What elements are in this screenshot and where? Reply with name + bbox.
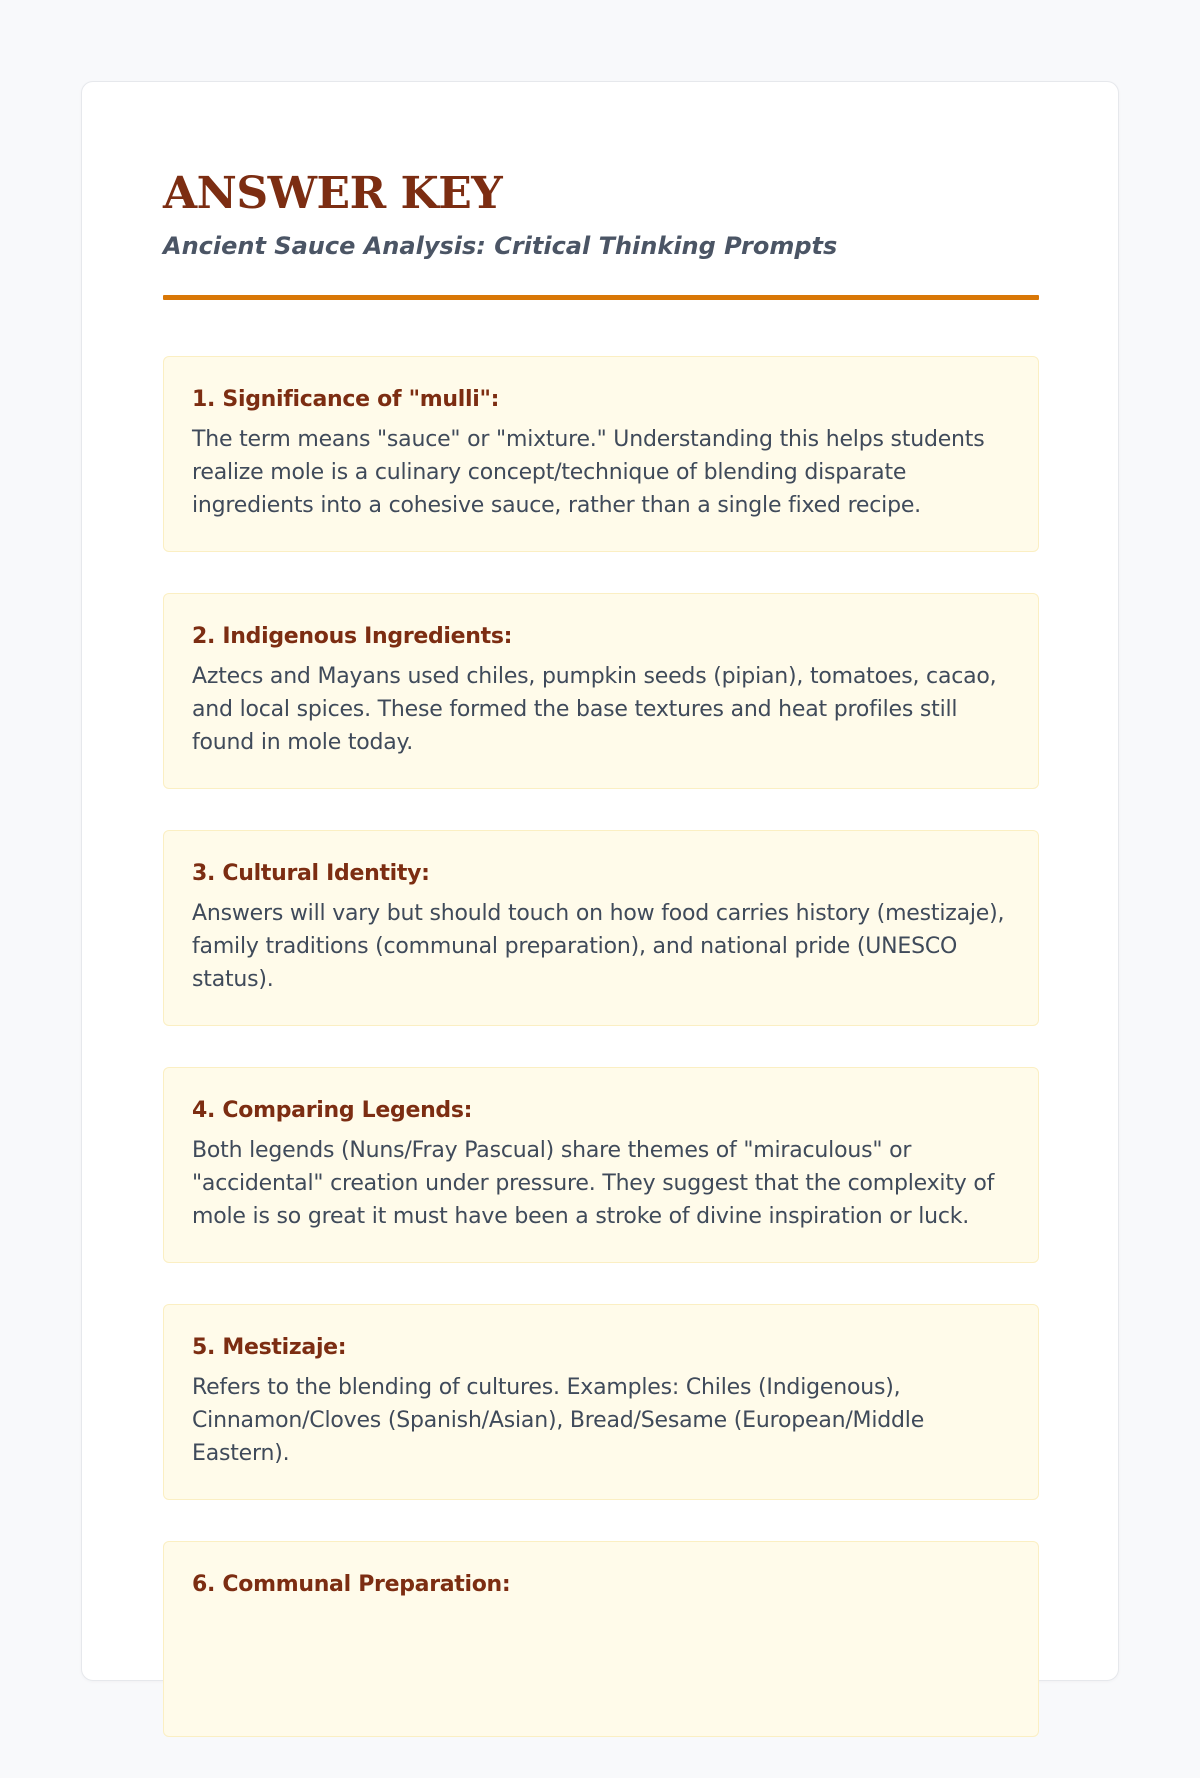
- answer-title: 4. Comparing Legends:: [192, 1098, 473, 1123]
- answer-key-sheet: [81, 81, 1119, 1681]
- answer-text: Both legends (Nuns/Fray Pascual) share themes of "miraculous" or "accidental" creation under pressure. They suggest that the complexity of mole is so great it must have been a stroke of divine inspiration or luck.: [192, 1138, 995, 1229]
- answer-card-3: [163, 830, 1039, 1026]
- document-header: [163, 166, 1039, 262]
- answer-text: Aztecs and Mayans used chiles, pumpkin seeds (pipian), tomatoes, cacao, and local spices. These formed the base textures and heat profiles still found in mole today.: [192, 664, 997, 755]
- answer-list: [163, 356, 1039, 1778]
- answer-title: 5. Mestizaje:: [192, 1335, 347, 1360]
- answer-card-1: [163, 356, 1039, 552]
- page-title: ANSWER KEY: [163, 168, 503, 219]
- answer-title: 6. Communal Preparation:: [192, 1572, 511, 1597]
- answer-title: 2. Indigenous Ingredients:: [192, 624, 513, 649]
- page-subtitle: Ancient Sauce Analysis: Critical Thinking Prompts: [163, 232, 838, 260]
- answer-text: Refers to the blending of cultures. Examples: Chiles (Indigenous), Cinnamon/Cloves (Spanish/Asian), Bread/Sesame (European/Middle Eastern).: [192, 1375, 925, 1466]
- answer-text: Answers will vary but should touch on how food carries history (mestizaje), family traditions (communal preparation), and national pride (UNESCO status).: [192, 901, 1005, 992]
- answer-title: 1. Significance of "mulli":: [192, 387, 500, 412]
- answer-card-2: [163, 593, 1039, 789]
- answer-card-4: [163, 1067, 1039, 1263]
- answer-card-6: [163, 1541, 1039, 1737]
- answer-text: The term means "sauce" or "mixture." Understanding this helps students realize mole is a culinary concept/technique of blending disparate ingredients into a cohesive sauce, rather than a single fixed recipe.: [192, 427, 985, 518]
- answer-title: 3. Cultural Identity:: [192, 861, 430, 886]
- answer-card-5: [163, 1304, 1039, 1500]
- header-divider: [163, 295, 1039, 300]
